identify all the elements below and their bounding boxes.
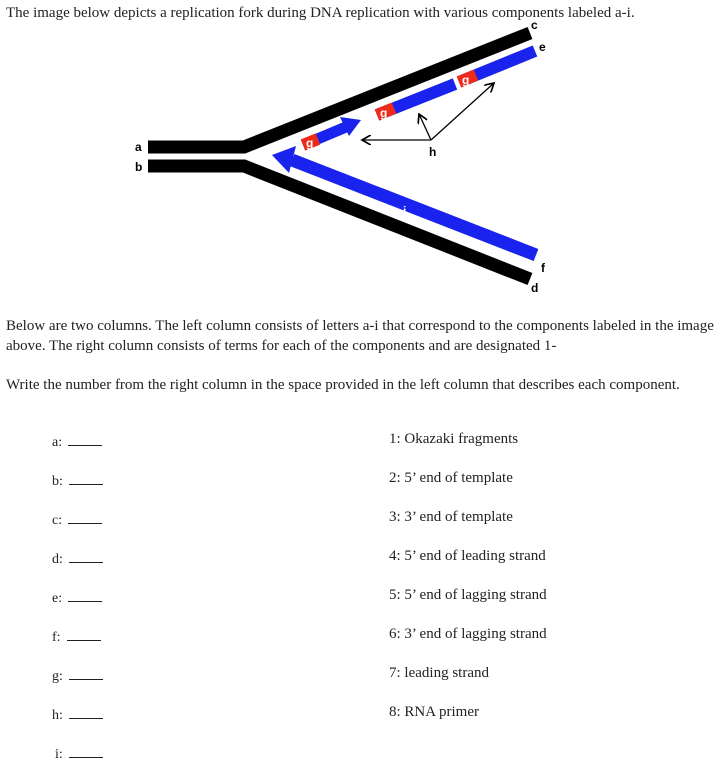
label-e: e [539,40,546,54]
answer-row [52,472,103,490]
instructions-paragraph: Below are two columns. The left column consists of letters a-i that correspond to the components labeled in the image above. The right column consists of terms for each of the components and are designated 1- [6,318,714,354]
answer-blank[interactable] [68,589,102,602]
answer-row [52,511,102,529]
letter-label: i: [55,747,63,762]
answer-blank[interactable] [68,433,102,446]
answer-blank[interactable] [69,550,103,563]
letter-label: g: [52,669,63,684]
label-b: b [135,160,143,174]
answer-row [52,667,103,685]
answer-blank[interactable] [69,706,103,719]
term-item: 5: 5’ end of lagging strand [389,587,547,603]
label-h: h [429,145,437,159]
answer-row [55,745,103,763]
letter-label: b: [52,474,63,489]
task-paragraph: Write the number from the right column in the space provided in the left column that describes each component. [6,377,680,393]
label-i: i [403,204,407,218]
label-a: a [135,140,142,154]
label-f: f [541,261,545,275]
term-item: 3: 3’ end of template [389,509,513,525]
label-d: d [531,281,539,295]
leading-strand [272,146,536,255]
question-title: The image below depicts a replication fork during DNA replication with various components labeled a-i. [6,5,635,21]
term-item: 4: 5’ end of leading strand [389,548,546,564]
term-item: 7: leading strand [389,665,489,681]
letter-label: d: [52,552,63,567]
letter-label: f: [52,630,61,645]
answer-row [52,628,101,646]
answer-row [52,550,103,568]
answer-row [52,589,102,607]
label-c: c [531,18,538,32]
answer-blank[interactable] [69,745,103,758]
letter-label: e: [52,591,63,606]
answer-blank[interactable] [68,511,102,524]
answer-row [52,433,102,451]
answer-blank[interactable] [69,667,103,680]
label-g-1: g [306,136,314,150]
letter-label: h: [52,708,63,723]
answer-row [52,706,103,724]
letter-label: c: [52,513,63,528]
label-g-2: g [380,106,388,120]
term-item: 2: 5’ end of template [389,470,513,486]
term-item: 8: RNA primer [389,704,479,720]
label-g-3: g [462,73,470,87]
term-item: 6: 3’ end of lagging strand [389,626,547,642]
answer-blank[interactable] [67,628,101,641]
letter-label: a: [52,435,63,450]
replication-fork-diagram [0,0,723,310]
answer-blank[interactable] [69,472,103,485]
term-item: 1: Okazaki fragments [389,431,519,447]
